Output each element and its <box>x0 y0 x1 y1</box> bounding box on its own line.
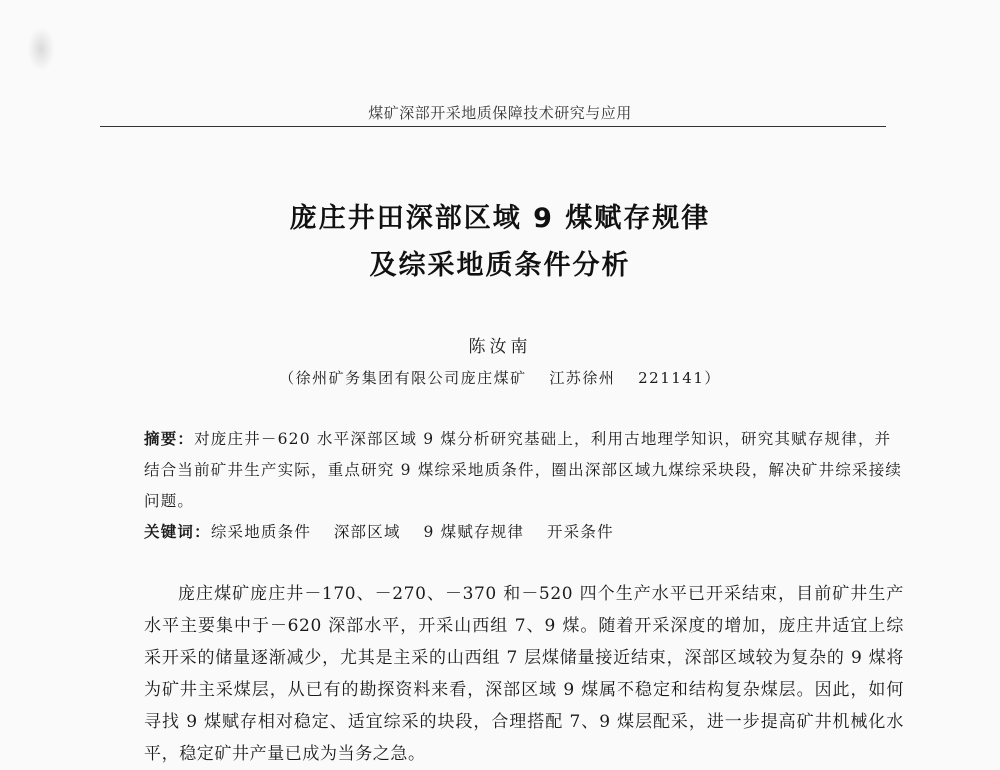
abstract-text: 对庞庄井－620 水平深部区域 9 煤分析研究基础上，利用古地理学知识，研究其赋存规律，并结合当前矿井生产实际，重点研究 9 煤综采地质条件，圈出深部区域九煤综采块段，解决矿井综采接续问题。 <box>144 430 903 510</box>
author-name: 陈汝南 <box>468 337 532 357</box>
keywords-label: 关键词： <box>144 523 211 541</box>
author-affiliation: （徐州矿务集团有限公司庞庄煤矿 江苏徐州 221141） <box>279 369 721 387</box>
keywords-text: 综采地质条件 深部区域 9 煤赋存规律 开采条件 <box>210 523 614 541</box>
header-rule <box>100 126 886 127</box>
running-header: 煤矿深部开采地质保障技术研究与应用 <box>368 104 632 122</box>
scan-smudge <box>28 28 54 70</box>
keywords <box>144 517 904 547</box>
title-line-2: 及综采地质条件分析 <box>369 250 631 281</box>
title-line-1: 庞庄井田深部区域 9 煤赋存规律 <box>289 203 711 234</box>
body-paragraph: 庞庄煤矿庞庄井－170、－270、－370 和－520 四个生产水平已开采结束，目前矿井生产水平主要集中于－620 深部水平，开采山西组 7、9 煤。随着开采深度的增加，庞庄井适宜上综采开采的储量逐渐减少，尤其是主采的山西组 7 层煤储量接近结束，深部区域较为复杂的 9 煤将为矿井主采煤层，从已有的勘探资料来看，深部区域 9 煤属不稳定和结构复杂煤层。因此，如何寻找 9 煤赋存相对稳定、适宜综采的块段，合理搭配 7、9 煤层配采，进一步提高矿井机械化水平，稳定矿井产量已成为当务之急。 <box>144 584 904 764</box>
abstract <box>144 424 904 517</box>
abstract-label: 摘要： <box>144 430 195 448</box>
